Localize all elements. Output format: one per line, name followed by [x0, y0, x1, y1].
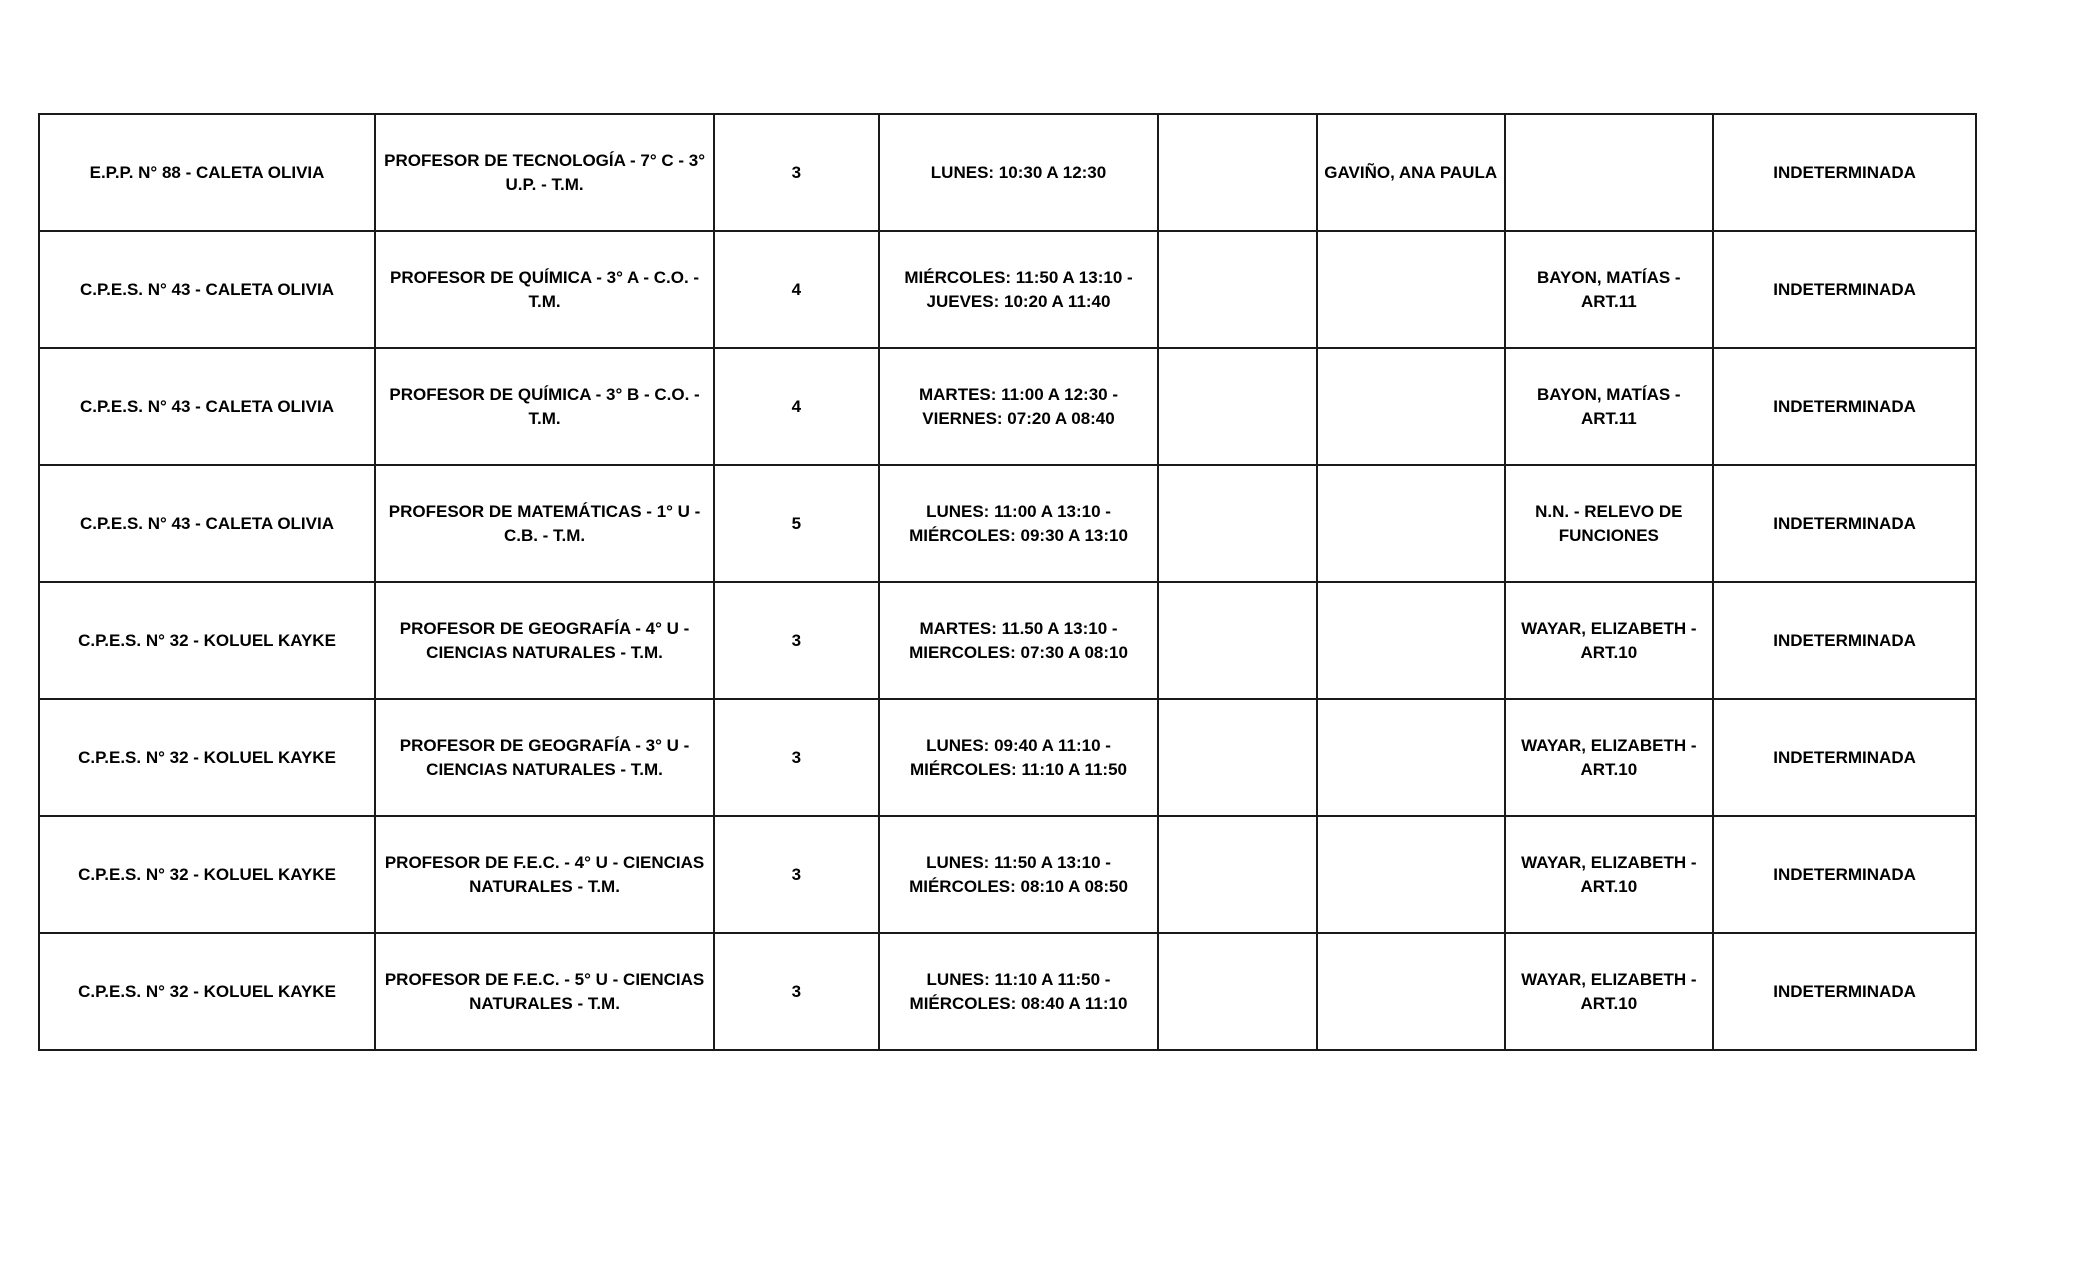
- position-cell: PROFESOR DE QUÍMICA - 3° B - C.O. - T.M.: [375, 348, 714, 465]
- hours-cell: 3: [714, 699, 879, 816]
- schedule-cell: LUNES: 10:30 A 12:30: [879, 114, 1159, 231]
- replacement-cell: BAYON, MATÍAS - ART.11: [1505, 231, 1714, 348]
- hours-cell: 3: [714, 816, 879, 933]
- table-row: [39, 699, 1976, 816]
- schedule-cell: LUNES: 11:10 A 11:50 - MIÉRCOLES: 08:40 A 11:10: [879, 933, 1159, 1050]
- hours-cell: 4: [714, 231, 879, 348]
- hours-cell: 5: [714, 465, 879, 582]
- duration-cell: INDETERMINADA: [1713, 699, 1976, 816]
- school-cell: C.P.E.S. N° 43 - CALETA OLIVIA: [39, 465, 375, 582]
- blank-cell: [1158, 933, 1316, 1050]
- replacement-cell: WAYAR, ELIZABETH - ART.10: [1505, 933, 1714, 1050]
- holder-cell: [1317, 465, 1505, 582]
- holder-cell: GAVIÑO, ANA PAULA: [1317, 114, 1505, 231]
- position-cell: PROFESOR DE GEOGRAFÍA - 3° U - CIENCIAS NATURALES - T.M.: [375, 699, 714, 816]
- school-cell: C.P.E.S. N° 32 - KOLUEL KAYKE: [39, 582, 375, 699]
- position-cell: PROFESOR DE F.E.C. - 5° U - CIENCIAS NATURALES - T.M.: [375, 933, 714, 1050]
- table-row: [39, 465, 1976, 582]
- vacancy-table: [38, 113, 1977, 1051]
- position-cell: PROFESOR DE MATEMÁTICAS - 1° U - C.B. - T.M.: [375, 465, 714, 582]
- document-page: [38, 113, 1977, 1051]
- schedule-cell: LUNES: 11:00 A 13:10 - MIÉRCOLES: 09:30 A 13:10: [879, 465, 1159, 582]
- duration-cell: INDETERMINADA: [1713, 816, 1976, 933]
- schedule-cell: LUNES: 11:50 A 13:10 - MIÉRCOLES: 08:10 A 08:50: [879, 816, 1159, 933]
- table-row: [39, 114, 1976, 231]
- table-row: [39, 582, 1976, 699]
- school-cell: C.P.E.S. N° 32 - KOLUEL KAYKE: [39, 933, 375, 1050]
- duration-cell: INDETERMINADA: [1713, 465, 1976, 582]
- replacement-cell: WAYAR, ELIZABETH - ART.10: [1505, 699, 1714, 816]
- school-cell: C.P.E.S. N° 32 - KOLUEL KAYKE: [39, 816, 375, 933]
- holder-cell: [1317, 582, 1505, 699]
- blank-cell: [1158, 231, 1316, 348]
- table-row: [39, 816, 1976, 933]
- blank-cell: [1158, 114, 1316, 231]
- replacement-cell: BAYON, MATÍAS - ART.11: [1505, 348, 1714, 465]
- duration-cell: INDETERMINADA: [1713, 231, 1976, 348]
- hours-cell: 4: [714, 348, 879, 465]
- school-cell: C.P.E.S. N° 32 - KOLUEL KAYKE: [39, 699, 375, 816]
- replacement-cell: WAYAR, ELIZABETH - ART.10: [1505, 582, 1714, 699]
- schedule-cell: MARTES: 11.50 A 13:10 - MIERCOLES: 07:30 A 08:10: [879, 582, 1159, 699]
- table-row: [39, 231, 1976, 348]
- holder-cell: [1317, 231, 1505, 348]
- schedule-cell: LUNES: 09:40 A 11:10 - MIÉRCOLES: 11:10 A 11:50: [879, 699, 1159, 816]
- blank-cell: [1158, 348, 1316, 465]
- duration-cell: INDETERMINADA: [1713, 582, 1976, 699]
- blank-cell: [1158, 699, 1316, 816]
- holder-cell: [1317, 699, 1505, 816]
- table-body: [39, 114, 1976, 1050]
- blank-cell: [1158, 582, 1316, 699]
- hours-cell: 3: [714, 114, 879, 231]
- replacement-cell: N.N. - RELEVO DE FUNCIONES: [1505, 465, 1714, 582]
- holder-cell: [1317, 348, 1505, 465]
- table-row: [39, 933, 1976, 1050]
- replacement-cell: [1505, 114, 1714, 231]
- position-cell: PROFESOR DE QUÍMICA - 3° A - C.O. - T.M.: [375, 231, 714, 348]
- duration-cell: INDETERMINADA: [1713, 114, 1976, 231]
- duration-cell: INDETERMINADA: [1713, 348, 1976, 465]
- schedule-cell: MIÉRCOLES: 11:50 A 13:10 - JUEVES: 10:20 A 11:40: [879, 231, 1159, 348]
- blank-cell: [1158, 816, 1316, 933]
- schedule-cell: MARTES: 11:00 A 12:30 - VIERNES: 07:20 A 08:40: [879, 348, 1159, 465]
- hours-cell: 3: [714, 933, 879, 1050]
- hours-cell: 3: [714, 582, 879, 699]
- replacement-cell: WAYAR, ELIZABETH - ART.10: [1505, 816, 1714, 933]
- table-row: [39, 348, 1976, 465]
- holder-cell: [1317, 816, 1505, 933]
- school-cell: C.P.E.S. N° 43 - CALETA OLIVIA: [39, 348, 375, 465]
- position-cell: PROFESOR DE GEOGRAFÍA - 4° U - CIENCIAS NATURALES - T.M.: [375, 582, 714, 699]
- duration-cell: INDETERMINADA: [1713, 933, 1976, 1050]
- position-cell: PROFESOR DE F.E.C. - 4° U - CIENCIAS NATURALES - T.M.: [375, 816, 714, 933]
- school-cell: C.P.E.S. N° 43 - CALETA OLIVIA: [39, 231, 375, 348]
- school-cell: E.P.P. N° 88 - CALETA OLIVIA: [39, 114, 375, 231]
- holder-cell: [1317, 933, 1505, 1050]
- position-cell: PROFESOR DE TECNOLOGÍA - 7° C - 3° U.P. - T.M.: [375, 114, 714, 231]
- blank-cell: [1158, 465, 1316, 582]
